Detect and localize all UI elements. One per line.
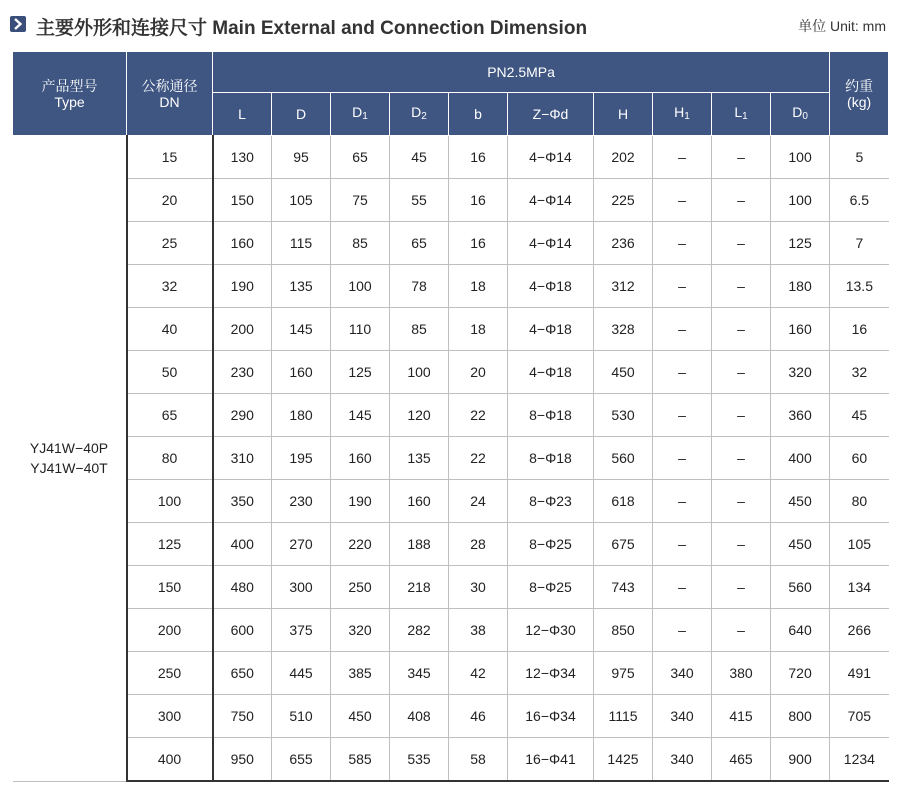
table-cell: 78 bbox=[390, 265, 449, 308]
table-cell: 375 bbox=[272, 609, 331, 652]
table-cell: 125 bbox=[771, 222, 830, 265]
table-cell: 360 bbox=[771, 394, 830, 437]
table-cell: 450 bbox=[771, 480, 830, 523]
column-header: L bbox=[213, 93, 272, 136]
table-cell: 415 bbox=[712, 695, 771, 738]
table-cell: – bbox=[653, 351, 712, 394]
table-cell: – bbox=[712, 265, 771, 308]
table-body bbox=[13, 136, 889, 782]
table-cell: 450 bbox=[594, 351, 653, 394]
table-cell: 450 bbox=[771, 523, 830, 566]
table-cell: 190 bbox=[331, 480, 390, 523]
column-header: $L_1$ bbox=[712, 93, 771, 136]
table-cell: 22 bbox=[449, 394, 508, 437]
table-cell: 8−Φ25 bbox=[508, 566, 594, 609]
table-row bbox=[13, 738, 889, 782]
table-cell: 530 bbox=[594, 394, 653, 437]
table-cell: 320 bbox=[771, 351, 830, 394]
table-cell: 16−Φ34 bbox=[508, 695, 594, 738]
dn-cell: 300 bbox=[127, 695, 213, 738]
table-cell: 380 bbox=[712, 652, 771, 695]
table-cell: 743 bbox=[594, 566, 653, 609]
header-dn: 公称通径 DN bbox=[127, 52, 213, 136]
table-cell: 42 bbox=[449, 652, 508, 695]
dn-cell: 80 bbox=[127, 437, 213, 480]
table-cell: – bbox=[653, 480, 712, 523]
type-model: YJ41W−40T bbox=[30, 460, 108, 477]
column-header: D bbox=[272, 93, 331, 136]
table-cell: – bbox=[712, 566, 771, 609]
table-cell: 16 bbox=[449, 222, 508, 265]
table-cell: 340 bbox=[653, 738, 712, 782]
table-cell: 310 bbox=[213, 437, 272, 480]
table-cell: – bbox=[712, 609, 771, 652]
table-cell: 230 bbox=[213, 351, 272, 394]
table-cell: 236 bbox=[594, 222, 653, 265]
table-cell: 510 bbox=[272, 695, 331, 738]
dn-cell: 100 bbox=[127, 480, 213, 523]
table-cell: 135 bbox=[272, 265, 331, 308]
table-cell: 65 bbox=[331, 136, 390, 179]
table-cell: – bbox=[653, 222, 712, 265]
table-cell: 950 bbox=[213, 738, 272, 782]
table-cell: – bbox=[653, 609, 712, 652]
table-cell: 218 bbox=[390, 566, 449, 609]
table-cell: 110 bbox=[331, 308, 390, 351]
table-cell: 180 bbox=[272, 394, 331, 437]
table-cell: – bbox=[712, 136, 771, 179]
table-cell: 225 bbox=[594, 179, 653, 222]
table-cell: 655 bbox=[272, 738, 331, 782]
table-cell: 202 bbox=[594, 136, 653, 179]
table-cell: 491 bbox=[830, 652, 889, 695]
table-cell: 58 bbox=[449, 738, 508, 782]
table-cell: 135 bbox=[390, 437, 449, 480]
table-cell: 16 bbox=[449, 136, 508, 179]
table-row bbox=[13, 523, 889, 566]
table-cell: 900 bbox=[771, 738, 830, 782]
table-cell: 8−Φ18 bbox=[508, 437, 594, 480]
table-row bbox=[13, 437, 889, 480]
table-cell: 6.5 bbox=[830, 179, 889, 222]
table-cell: 100 bbox=[390, 351, 449, 394]
table-cell: 4−Φ14 bbox=[508, 179, 594, 222]
table-cell: 8−Φ25 bbox=[508, 523, 594, 566]
table-cell: 130 bbox=[213, 136, 272, 179]
table-cell: 800 bbox=[771, 695, 830, 738]
table-cell: 750 bbox=[213, 695, 272, 738]
dn-cell: 32 bbox=[127, 265, 213, 308]
table-cell: 4−Φ14 bbox=[508, 222, 594, 265]
header-pressure: PN2.5MPa bbox=[213, 52, 830, 93]
table-cell: 60 bbox=[830, 437, 889, 480]
header-type: 产品型号 Type bbox=[13, 52, 127, 136]
table-cell: 4−Φ18 bbox=[508, 351, 594, 394]
table-cell: 13.5 bbox=[830, 265, 889, 308]
table-cell: 30 bbox=[449, 566, 508, 609]
dn-cell: 125 bbox=[127, 523, 213, 566]
table-cell: 300 bbox=[272, 566, 331, 609]
table-cell: 16−Φ41 bbox=[508, 738, 594, 782]
table-cell: 105 bbox=[272, 179, 331, 222]
column-header: $D_2$ bbox=[390, 93, 449, 136]
table-row bbox=[13, 609, 889, 652]
table-cell: 340 bbox=[653, 652, 712, 695]
table-cell: 450 bbox=[331, 695, 390, 738]
table-cell: 445 bbox=[272, 652, 331, 695]
table-cell: 55 bbox=[390, 179, 449, 222]
table-cell: 200 bbox=[213, 308, 272, 351]
dn-cell: 50 bbox=[127, 351, 213, 394]
table-cell: 312 bbox=[594, 265, 653, 308]
table-cell: 150 bbox=[213, 179, 272, 222]
table-row bbox=[13, 136, 889, 179]
table-row bbox=[13, 695, 889, 738]
column-header: b bbox=[449, 93, 508, 136]
table-cell: 1234 bbox=[830, 738, 889, 782]
type-cell bbox=[13, 136, 127, 782]
table-row bbox=[13, 351, 889, 394]
table-cell: 160 bbox=[213, 222, 272, 265]
table-cell: 160 bbox=[331, 437, 390, 480]
table-cell: 190 bbox=[213, 265, 272, 308]
dn-cell: 400 bbox=[127, 738, 213, 782]
unit-label: 单位 Unit: mm bbox=[798, 18, 886, 34]
table-cell: 535 bbox=[390, 738, 449, 782]
table-row bbox=[13, 222, 889, 265]
table-cell: 270 bbox=[272, 523, 331, 566]
table-cell: 180 bbox=[771, 265, 830, 308]
table-cell: 145 bbox=[331, 394, 390, 437]
table-row bbox=[13, 394, 889, 437]
table-cell: 290 bbox=[213, 394, 272, 437]
table-cell: 160 bbox=[390, 480, 449, 523]
table-row bbox=[13, 265, 889, 308]
table-cell: 282 bbox=[390, 609, 449, 652]
table-cell: 12−Φ34 bbox=[508, 652, 594, 695]
table-cell: 4−Φ18 bbox=[508, 308, 594, 351]
table-cell: – bbox=[653, 136, 712, 179]
table-cell: 16 bbox=[830, 308, 889, 351]
table-cell: – bbox=[653, 265, 712, 308]
table-cell: 32 bbox=[830, 351, 889, 394]
table-cell: 100 bbox=[771, 136, 830, 179]
table-cell: 65 bbox=[390, 222, 449, 265]
table-cell: 125 bbox=[331, 351, 390, 394]
table-cell: – bbox=[712, 480, 771, 523]
table-cell: 266 bbox=[830, 609, 889, 652]
table-cell: 95 bbox=[272, 136, 331, 179]
table-cell: 22 bbox=[449, 437, 508, 480]
table-cell: 400 bbox=[771, 437, 830, 480]
table-cell: 20 bbox=[449, 351, 508, 394]
table-row bbox=[13, 566, 889, 609]
table-cell: – bbox=[653, 179, 712, 222]
table-cell: – bbox=[712, 394, 771, 437]
table-cell: 340 bbox=[653, 695, 712, 738]
table-cell: 5 bbox=[830, 136, 889, 179]
table-cell: 250 bbox=[331, 566, 390, 609]
dimension-table bbox=[12, 51, 889, 782]
table-cell: 1425 bbox=[594, 738, 653, 782]
table-cell: 160 bbox=[771, 308, 830, 351]
table-cell: 8−Φ23 bbox=[508, 480, 594, 523]
table-cell: 220 bbox=[331, 523, 390, 566]
table-cell: 230 bbox=[272, 480, 331, 523]
table-cell: 675 bbox=[594, 523, 653, 566]
table-cell: 18 bbox=[449, 308, 508, 351]
table-cell: 145 bbox=[272, 308, 331, 351]
table-cell: 195 bbox=[272, 437, 331, 480]
table-cell: – bbox=[653, 394, 712, 437]
table-cell: 45 bbox=[390, 136, 449, 179]
table-row bbox=[13, 652, 889, 695]
table-cell: 85 bbox=[331, 222, 390, 265]
table-cell: 560 bbox=[771, 566, 830, 609]
dn-cell: 65 bbox=[127, 394, 213, 437]
table-cell: 720 bbox=[771, 652, 830, 695]
table-cell: 7 bbox=[830, 222, 889, 265]
table-cell: 465 bbox=[712, 738, 771, 782]
table-cell: 320 bbox=[331, 609, 390, 652]
table-cell: – bbox=[653, 308, 712, 351]
table-cell: 75 bbox=[331, 179, 390, 222]
table-cell: 24 bbox=[449, 480, 508, 523]
table-cell: 4−Φ14 bbox=[508, 136, 594, 179]
table-cell: – bbox=[712, 308, 771, 351]
table-cell: – bbox=[712, 351, 771, 394]
dn-cell: 250 bbox=[127, 652, 213, 695]
header-weight: 约重 (kg) bbox=[830, 52, 889, 136]
table-cell: 4−Φ18 bbox=[508, 265, 594, 308]
column-header: $D_1$ bbox=[331, 93, 390, 136]
type-model: YJ41W−40P bbox=[29, 440, 109, 457]
table-cell: 408 bbox=[390, 695, 449, 738]
table-cell: 618 bbox=[594, 480, 653, 523]
table-cell: – bbox=[712, 437, 771, 480]
column-header: $D_0$ bbox=[771, 93, 830, 136]
dn-cell: 20 bbox=[127, 179, 213, 222]
table-cell: 46 bbox=[449, 695, 508, 738]
dn-cell: 40 bbox=[127, 308, 213, 351]
table-cell: 560 bbox=[594, 437, 653, 480]
table-cell: – bbox=[653, 437, 712, 480]
column-header: H bbox=[594, 93, 653, 136]
table-cell: 80 bbox=[830, 480, 889, 523]
table-cell: 45 bbox=[830, 394, 889, 437]
table-cell: – bbox=[653, 523, 712, 566]
table-cell: 705 bbox=[830, 695, 889, 738]
table-cell: 350 bbox=[213, 480, 272, 523]
table-row bbox=[13, 179, 889, 222]
table-cell: 640 bbox=[771, 609, 830, 652]
table-cell: 650 bbox=[213, 652, 272, 695]
table-cell: 1115 bbox=[594, 695, 653, 738]
table-cell: 16 bbox=[449, 179, 508, 222]
table-cell: 160 bbox=[272, 351, 331, 394]
column-header: $H_1$ bbox=[653, 93, 712, 136]
table-cell: 8−Φ18 bbox=[508, 394, 594, 437]
table-cell: 134 bbox=[830, 566, 889, 609]
table-cell: 975 bbox=[594, 652, 653, 695]
dn-cell: 15 bbox=[127, 136, 213, 179]
table-cell: 345 bbox=[390, 652, 449, 695]
table-cell: – bbox=[653, 566, 712, 609]
table-cell: 28 bbox=[449, 523, 508, 566]
table-cell: 850 bbox=[594, 609, 653, 652]
table-cell: 385 bbox=[331, 652, 390, 695]
table-cell: 18 bbox=[449, 265, 508, 308]
table-cell: 400 bbox=[213, 523, 272, 566]
table-cell: 328 bbox=[594, 308, 653, 351]
table-cell: 12−Φ30 bbox=[508, 609, 594, 652]
table-row bbox=[13, 308, 889, 351]
table-cell: 100 bbox=[771, 179, 830, 222]
table-cell: 480 bbox=[213, 566, 272, 609]
table-cell: 585 bbox=[331, 738, 390, 782]
table-cell: 188 bbox=[390, 523, 449, 566]
dn-cell: 200 bbox=[127, 609, 213, 652]
title-bar bbox=[10, 12, 886, 38]
table-cell: 105 bbox=[830, 523, 889, 566]
table-row bbox=[13, 480, 889, 523]
table-cell: 85 bbox=[390, 308, 449, 351]
dn-cell: 150 bbox=[127, 566, 213, 609]
table-cell: 38 bbox=[449, 609, 508, 652]
table-cell: 100 bbox=[331, 265, 390, 308]
table-cell: – bbox=[712, 179, 771, 222]
dn-cell: 25 bbox=[127, 222, 213, 265]
page-title: 主要外形和连接尺寸 Main External and Connection Dimension bbox=[36, 18, 588, 39]
table-cell: – bbox=[712, 222, 771, 265]
table-cell: 120 bbox=[390, 394, 449, 437]
table-cell: – bbox=[712, 523, 771, 566]
table-cell: 600 bbox=[213, 609, 272, 652]
chevron-right-icon bbox=[10, 16, 26, 32]
table-cell: 115 bbox=[272, 222, 331, 265]
column-header: Z−Φd bbox=[508, 93, 594, 136]
